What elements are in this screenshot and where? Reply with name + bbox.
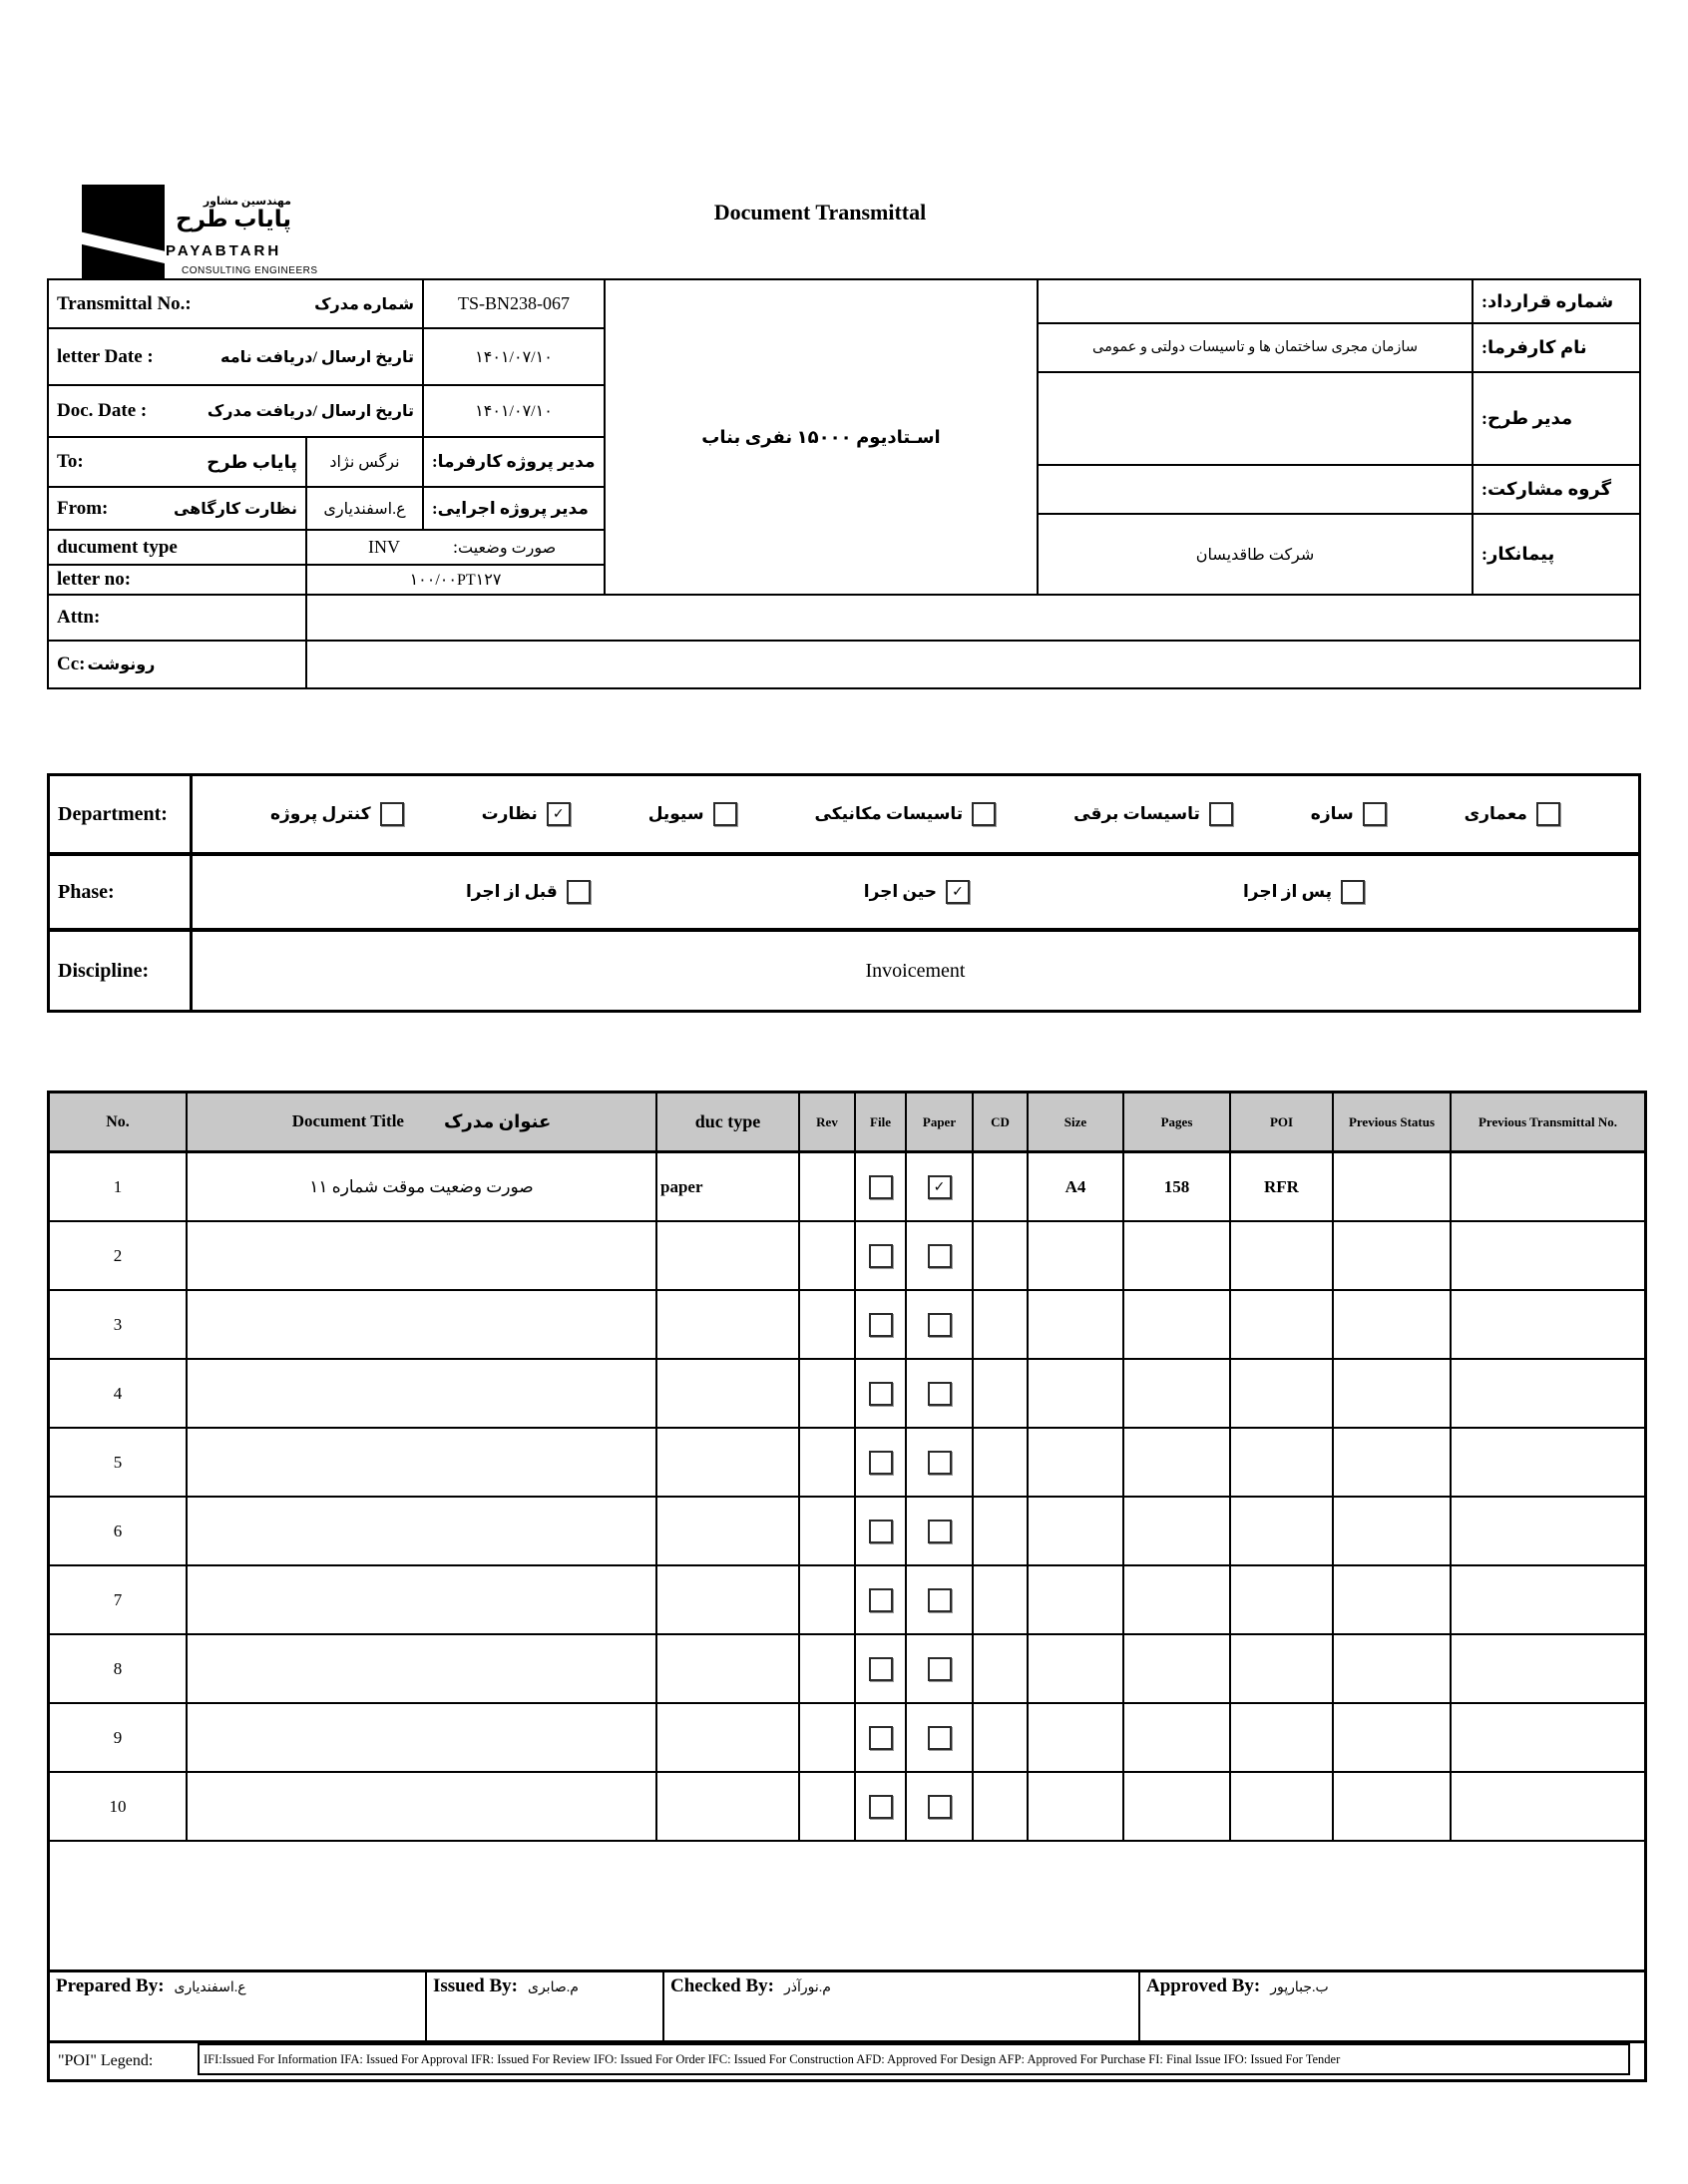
phase-label bbox=[47, 853, 193, 931]
client-pm-label: مدیر پروژه کارفرما: bbox=[422, 436, 606, 488]
cell-rev bbox=[800, 1566, 856, 1635]
col-cd-header: CD bbox=[974, 1093, 1029, 1153]
cell-prev-transmittal bbox=[1452, 1635, 1644, 1704]
from-label: From: bbox=[57, 497, 109, 519]
file-checkbox[interactable] bbox=[869, 1244, 893, 1268]
cell-pages: 158 bbox=[1124, 1153, 1231, 1222]
cell-no: 1 bbox=[50, 1153, 188, 1222]
signature-row bbox=[50, 1972, 1644, 2043]
cell-no: 2 bbox=[50, 1222, 188, 1291]
table-row bbox=[50, 1773, 1644, 1842]
brand-en-sub: CONSULTING ENGINEERS bbox=[182, 265, 318, 276]
approved-by-name: ب.جبارپور bbox=[1270, 1980, 1329, 1995]
company-logo bbox=[82, 183, 318, 287]
after-execution-checkbox[interactable] bbox=[1341, 880, 1365, 904]
cell-prev-transmittal bbox=[1452, 1566, 1644, 1635]
letter-date-value: ۱۴۰۱/۰۷/۱۰ bbox=[422, 327, 606, 386]
paper-checkbox[interactable] bbox=[928, 1451, 952, 1475]
table-row bbox=[50, 1153, 1644, 1222]
cell-duc-type bbox=[657, 1704, 800, 1773]
exec-pm-label: مدیر پروژه اجرایی: bbox=[422, 486, 606, 531]
cell-pages bbox=[1124, 1773, 1231, 1842]
attn-label bbox=[47, 594, 307, 642]
cell-duc-type bbox=[657, 1635, 800, 1704]
option-label: سازه bbox=[1310, 804, 1354, 823]
table-row bbox=[50, 1222, 1644, 1291]
cell-no: 7 bbox=[50, 1566, 188, 1635]
transmittal-no-label bbox=[47, 278, 424, 329]
paper-checkbox[interactable] bbox=[928, 1726, 952, 1750]
cell-size bbox=[1029, 1635, 1124, 1704]
phase-option bbox=[1243, 880, 1365, 904]
civil-checkbox[interactable] bbox=[713, 802, 737, 826]
cell-prev-status bbox=[1334, 1498, 1452, 1566]
cell-cd bbox=[974, 1291, 1029, 1360]
document-type-en: ducument type bbox=[57, 536, 178, 558]
prepared-by-label: Prepared By: bbox=[56, 1975, 165, 1996]
paper-checkbox[interactable] bbox=[928, 1795, 952, 1819]
cell-title bbox=[188, 1773, 657, 1842]
cell-prev-status bbox=[1334, 1360, 1452, 1429]
cc-en: Cc: bbox=[57, 654, 86, 674]
file-checkbox[interactable] bbox=[869, 1382, 893, 1406]
client-name-label: نام کارفرما: bbox=[1472, 322, 1641, 373]
jv-group-label: گروه مشارکت: bbox=[1472, 464, 1641, 515]
file-checkbox[interactable] bbox=[869, 1451, 893, 1475]
prepared-by-name: ع.اسفندیاری bbox=[174, 1980, 246, 1995]
paper-checkbox[interactable] bbox=[928, 1520, 952, 1543]
col-title-en: Document Title bbox=[291, 1111, 404, 1131]
cell-prev-status bbox=[1334, 1291, 1452, 1360]
doc-date-fa: تاریخ ارسال /دریافت مدرک bbox=[207, 403, 414, 420]
cell-cd bbox=[974, 1566, 1029, 1635]
brand-fa-small: مهندسین مشاور bbox=[203, 196, 291, 208]
cell-cd bbox=[974, 1429, 1029, 1498]
cell-duc-type bbox=[657, 1498, 800, 1566]
cc-value bbox=[305, 640, 1641, 689]
cell-title bbox=[188, 1360, 657, 1429]
phase-en: Phase: bbox=[58, 880, 115, 903]
architecture-checkbox[interactable] bbox=[1536, 802, 1560, 826]
issued-by-label: Issued By: bbox=[433, 1975, 518, 1996]
cell-title bbox=[188, 1704, 657, 1773]
table-row bbox=[50, 1498, 1644, 1566]
department-label bbox=[47, 773, 193, 855]
table-row bbox=[50, 1429, 1644, 1498]
supervision-checkbox[interactable]: ✓ bbox=[547, 802, 571, 826]
mechanical-checkbox[interactable] bbox=[972, 802, 996, 826]
cell-title bbox=[188, 1498, 657, 1566]
cell-poi bbox=[1231, 1635, 1334, 1704]
option-label: تاسیسات برقی bbox=[1073, 804, 1200, 823]
cell-no: 8 bbox=[50, 1635, 188, 1704]
project-control-checkbox[interactable] bbox=[380, 802, 404, 826]
from-row-label bbox=[47, 486, 307, 531]
table-row bbox=[50, 1291, 1644, 1360]
brand-fa-name: پایاب طرح bbox=[176, 207, 291, 231]
file-checkbox[interactable] bbox=[869, 1175, 893, 1199]
structure-checkbox[interactable] bbox=[1363, 802, 1387, 826]
cell-duc-type bbox=[657, 1291, 800, 1360]
col-file-header: File bbox=[856, 1093, 907, 1153]
transmittal-no-fa: شماره مدرک bbox=[314, 295, 414, 313]
cell-cd bbox=[974, 1498, 1029, 1566]
jv-group-value bbox=[1037, 464, 1474, 515]
cell-size bbox=[1029, 1498, 1124, 1566]
cell-rev bbox=[800, 1498, 856, 1566]
cell-cd bbox=[974, 1704, 1029, 1773]
option-label: پس از اجرا bbox=[1242, 882, 1332, 901]
cell-prev-transmittal bbox=[1452, 1773, 1644, 1842]
letter-date-label bbox=[47, 327, 424, 386]
option-label: حین اجرا bbox=[863, 882, 938, 901]
document-type-label bbox=[47, 529, 307, 566]
file-checkbox[interactable] bbox=[869, 1726, 893, 1750]
cell-title: صورت وضعیت موقت شماره ۱۱ bbox=[188, 1153, 657, 1222]
letter-no-value: ۱۰۰/۰۰PT۱۲۷ bbox=[305, 564, 606, 596]
letter-date-fa: تاریخ ارسال /دریافت نامه bbox=[219, 348, 414, 366]
department-options bbox=[190, 773, 1641, 855]
col-prev-transmittal-header: Previous Transmittal No. bbox=[1452, 1093, 1644, 1153]
cell-poi bbox=[1231, 1566, 1334, 1635]
cell-title bbox=[188, 1291, 657, 1360]
cell-pages bbox=[1124, 1704, 1231, 1773]
doc-date-label bbox=[47, 384, 424, 438]
cell-size bbox=[1029, 1566, 1124, 1635]
cell-cd bbox=[974, 1360, 1029, 1429]
document-type-colon: : bbox=[453, 537, 459, 557]
cell-title bbox=[188, 1429, 657, 1498]
paper-checkbox[interactable] bbox=[928, 1244, 952, 1268]
poi-legend-label: "POI" Legend: bbox=[58, 2052, 154, 2069]
file-checkbox[interactable] bbox=[869, 1520, 893, 1543]
cell-cd bbox=[974, 1773, 1029, 1842]
col-title-fa: عنوان مدرک bbox=[443, 1110, 552, 1131]
file-checkbox[interactable] bbox=[869, 1795, 893, 1819]
col-rev-header: Rev bbox=[800, 1093, 856, 1153]
before-execution-checkbox[interactable] bbox=[567, 880, 591, 904]
cell-prev-transmittal bbox=[1452, 1360, 1644, 1429]
document-type-fa: صورت وضعیت bbox=[458, 539, 557, 557]
to-value: پایاب طرح bbox=[207, 451, 297, 472]
col-duc-type-header: duc type bbox=[657, 1093, 800, 1153]
cell-size bbox=[1029, 1429, 1124, 1498]
cell-prev-transmittal bbox=[1452, 1153, 1644, 1222]
design-manager-label: مدیر طرح: bbox=[1472, 371, 1641, 466]
cell-prev-transmittal bbox=[1452, 1498, 1644, 1566]
cell-title bbox=[188, 1635, 657, 1704]
cell-rev bbox=[800, 1429, 856, 1498]
cell-rev bbox=[800, 1153, 856, 1222]
col-paper-header: Paper bbox=[907, 1093, 974, 1153]
cell-poi bbox=[1231, 1498, 1334, 1566]
cell-pages bbox=[1124, 1291, 1231, 1360]
electrical-checkbox[interactable] bbox=[1209, 802, 1233, 826]
from-person-name: ع.اسفندیاری bbox=[305, 486, 424, 531]
cc-fa: رونوشت bbox=[87, 656, 156, 673]
file-checkbox[interactable] bbox=[869, 1657, 893, 1681]
cell-rev bbox=[800, 1291, 856, 1360]
document-table-header bbox=[50, 1093, 1644, 1153]
option-label: سیویل bbox=[647, 804, 704, 823]
cell-poi bbox=[1231, 1222, 1334, 1291]
paper-checkbox[interactable]: ✓ bbox=[928, 1175, 952, 1199]
discipline-value: Invoicement bbox=[190, 929, 1641, 1013]
cell-pages bbox=[1124, 1429, 1231, 1498]
checked-by-label: Checked By: bbox=[670, 1975, 774, 1996]
poi-legend-text: IFI:Issued For Information IFA: Issued For Approval IFR: Issued For Review IFO: Issued For Order IFC: Issued For Construction AFD: Approved For Design AFP: Approved For Purchase FI: Final Issue IFO: Issued For Tender bbox=[198, 2043, 1630, 2075]
paper-checkbox[interactable] bbox=[928, 1588, 952, 1612]
cell-duc-type bbox=[657, 1773, 800, 1842]
file-checkbox[interactable] bbox=[869, 1313, 893, 1337]
cell-no: 10 bbox=[50, 1773, 188, 1842]
cell-cd bbox=[974, 1222, 1029, 1291]
approved-by-label: Approved By: bbox=[1146, 1975, 1261, 1996]
file-checkbox[interactable] bbox=[869, 1588, 893, 1612]
cell-poi: RFR bbox=[1231, 1153, 1334, 1222]
option-label: معماری bbox=[1464, 804, 1527, 823]
header-table bbox=[47, 278, 1641, 689]
approved-by bbox=[1140, 1972, 1644, 2040]
during-execution-checkbox[interactable]: ✓ bbox=[946, 880, 970, 904]
contract-no-value bbox=[1037, 278, 1474, 324]
option-label: تاسیسات مکانیکی bbox=[814, 804, 964, 823]
cell-prev-status bbox=[1334, 1704, 1452, 1773]
cell-pages bbox=[1124, 1635, 1231, 1704]
contractor-value: شرکت طاقدیسان bbox=[1037, 513, 1474, 596]
cell-pages bbox=[1124, 1566, 1231, 1635]
letter-date-en: letter Date : bbox=[57, 345, 154, 367]
classification-table bbox=[47, 773, 1641, 1013]
option-label: قبل از اجرا bbox=[465, 882, 558, 901]
cell-no: 5 bbox=[50, 1429, 188, 1498]
cell-prev-status bbox=[1334, 1429, 1452, 1498]
cell-duc-type bbox=[657, 1429, 800, 1498]
cell-prev-status bbox=[1334, 1222, 1452, 1291]
cell-cd bbox=[974, 1635, 1029, 1704]
col-pages-header: Pages bbox=[1124, 1093, 1231, 1153]
cell-title bbox=[188, 1566, 657, 1635]
cell-size bbox=[1029, 1704, 1124, 1773]
cell-prev-transmittal bbox=[1452, 1222, 1644, 1291]
cell-pages bbox=[1124, 1498, 1231, 1566]
department-option bbox=[1073, 802, 1233, 826]
department-en: Department: bbox=[58, 802, 168, 825]
cell-no: 4 bbox=[50, 1360, 188, 1429]
option-label: نظارت bbox=[481, 804, 538, 823]
contract-no-label: شماره قرارداد: bbox=[1472, 278, 1641, 324]
cell-duc-type: paper bbox=[657, 1153, 800, 1222]
cell-cd bbox=[974, 1153, 1029, 1222]
department-option bbox=[648, 802, 737, 826]
to-label: To: bbox=[57, 451, 84, 472]
department-option bbox=[270, 802, 404, 826]
to-row-label bbox=[47, 436, 307, 488]
discipline-en: Discipline: bbox=[58, 959, 150, 982]
cell-prev-transmittal bbox=[1452, 1704, 1644, 1773]
cell-prev-transmittal bbox=[1452, 1291, 1644, 1360]
prepared-by bbox=[50, 1972, 427, 2040]
table-row bbox=[50, 1566, 1644, 1635]
col-size-header: Size bbox=[1029, 1093, 1124, 1153]
phase-option bbox=[864, 880, 970, 904]
col-poi-header: POI bbox=[1231, 1093, 1334, 1153]
cell-prev-status bbox=[1334, 1566, 1452, 1635]
brand-en-name: PAYABTARH bbox=[166, 242, 282, 259]
department-option bbox=[1465, 802, 1560, 826]
from-value: نظارت کارگاهی bbox=[173, 500, 297, 518]
document-type-value bbox=[305, 529, 606, 566]
letter-no-label bbox=[47, 564, 307, 596]
cell-no: 9 bbox=[50, 1704, 188, 1773]
cell-size bbox=[1029, 1360, 1124, 1429]
poi-legend-row bbox=[50, 2043, 1644, 2079]
col-title-header bbox=[188, 1093, 657, 1153]
doc-date-value: ۱۴۰۱/۰۷/۱۰ bbox=[422, 384, 606, 438]
col-prev-status-header: Previous Status bbox=[1334, 1093, 1452, 1153]
paper-checkbox[interactable] bbox=[928, 1382, 952, 1406]
cell-poi bbox=[1231, 1360, 1334, 1429]
design-manager-value bbox=[1037, 371, 1474, 466]
department-option bbox=[1311, 802, 1387, 826]
cell-poi bbox=[1231, 1429, 1334, 1498]
cell-prev-transmittal bbox=[1452, 1429, 1644, 1498]
transmittal-no-value: TS-BN238-067 bbox=[422, 278, 606, 329]
cell-duc-type bbox=[657, 1566, 800, 1635]
cell-rev bbox=[800, 1360, 856, 1429]
attn-value bbox=[305, 594, 1641, 642]
project-name: اسـتادیوم ۱۵۰۰۰ نفری بناب bbox=[604, 278, 1039, 596]
doc-date-en: Doc. Date : bbox=[57, 400, 148, 421]
cell-poi bbox=[1231, 1291, 1334, 1360]
cell-no: 3 bbox=[50, 1291, 188, 1360]
cell-pages bbox=[1124, 1222, 1231, 1291]
option-label: کنترل پروژه bbox=[269, 804, 371, 823]
table-row bbox=[50, 1635, 1644, 1704]
cell-pages bbox=[1124, 1360, 1231, 1429]
letter-no-en: letter no: bbox=[57, 569, 132, 590]
phase-option bbox=[466, 880, 591, 904]
cell-poi bbox=[1231, 1704, 1334, 1773]
cell-size bbox=[1029, 1291, 1124, 1360]
cell-duc-type bbox=[657, 1222, 800, 1291]
cell-prev-status bbox=[1334, 1773, 1452, 1842]
checked-by bbox=[664, 1972, 1140, 2040]
phase-options bbox=[190, 853, 1641, 931]
cell-title bbox=[188, 1222, 657, 1291]
document-type-code: INV bbox=[368, 537, 400, 557]
issued-by-name: م.صابری bbox=[528, 1980, 579, 1995]
cell-poi bbox=[1231, 1773, 1334, 1842]
client-name-value: سازمان مجری ساختمان ها و تاسیسات دولتی و عمومی bbox=[1037, 322, 1474, 373]
cell-rev bbox=[800, 1222, 856, 1291]
cell-size: A4 bbox=[1029, 1153, 1124, 1222]
cell-no: 6 bbox=[50, 1498, 188, 1566]
cc-label bbox=[47, 640, 307, 689]
discipline-label bbox=[47, 929, 193, 1013]
paper-checkbox[interactable] bbox=[928, 1657, 952, 1681]
department-option bbox=[482, 802, 571, 826]
cell-rev bbox=[800, 1635, 856, 1704]
table-row bbox=[50, 1704, 1644, 1773]
col-no-header: No. bbox=[50, 1093, 188, 1153]
cell-rev bbox=[800, 1773, 856, 1842]
document-table bbox=[47, 1091, 1647, 2082]
checked-by-name: م.نورآذر bbox=[783, 1980, 831, 1995]
cell-rev bbox=[800, 1704, 856, 1773]
department-option bbox=[815, 802, 997, 826]
cell-duc-type bbox=[657, 1360, 800, 1429]
cell-size bbox=[1029, 1222, 1124, 1291]
attn-en: Attn: bbox=[57, 607, 101, 628]
contractor-label: پیمانکار: bbox=[1472, 513, 1641, 596]
cell-size bbox=[1029, 1773, 1124, 1842]
issued-by bbox=[427, 1972, 664, 2040]
paper-checkbox[interactable] bbox=[928, 1313, 952, 1337]
transmittal-no-en: Transmittal No.: bbox=[57, 292, 192, 314]
cell-prev-status bbox=[1334, 1153, 1452, 1222]
table-row bbox=[50, 1360, 1644, 1429]
cell-prev-status bbox=[1334, 1635, 1452, 1704]
page-title: Document Transmittal bbox=[713, 200, 927, 224]
to-person-name: نرگس نژاد bbox=[305, 436, 424, 488]
remarks-empty-area bbox=[50, 1842, 1644, 1972]
